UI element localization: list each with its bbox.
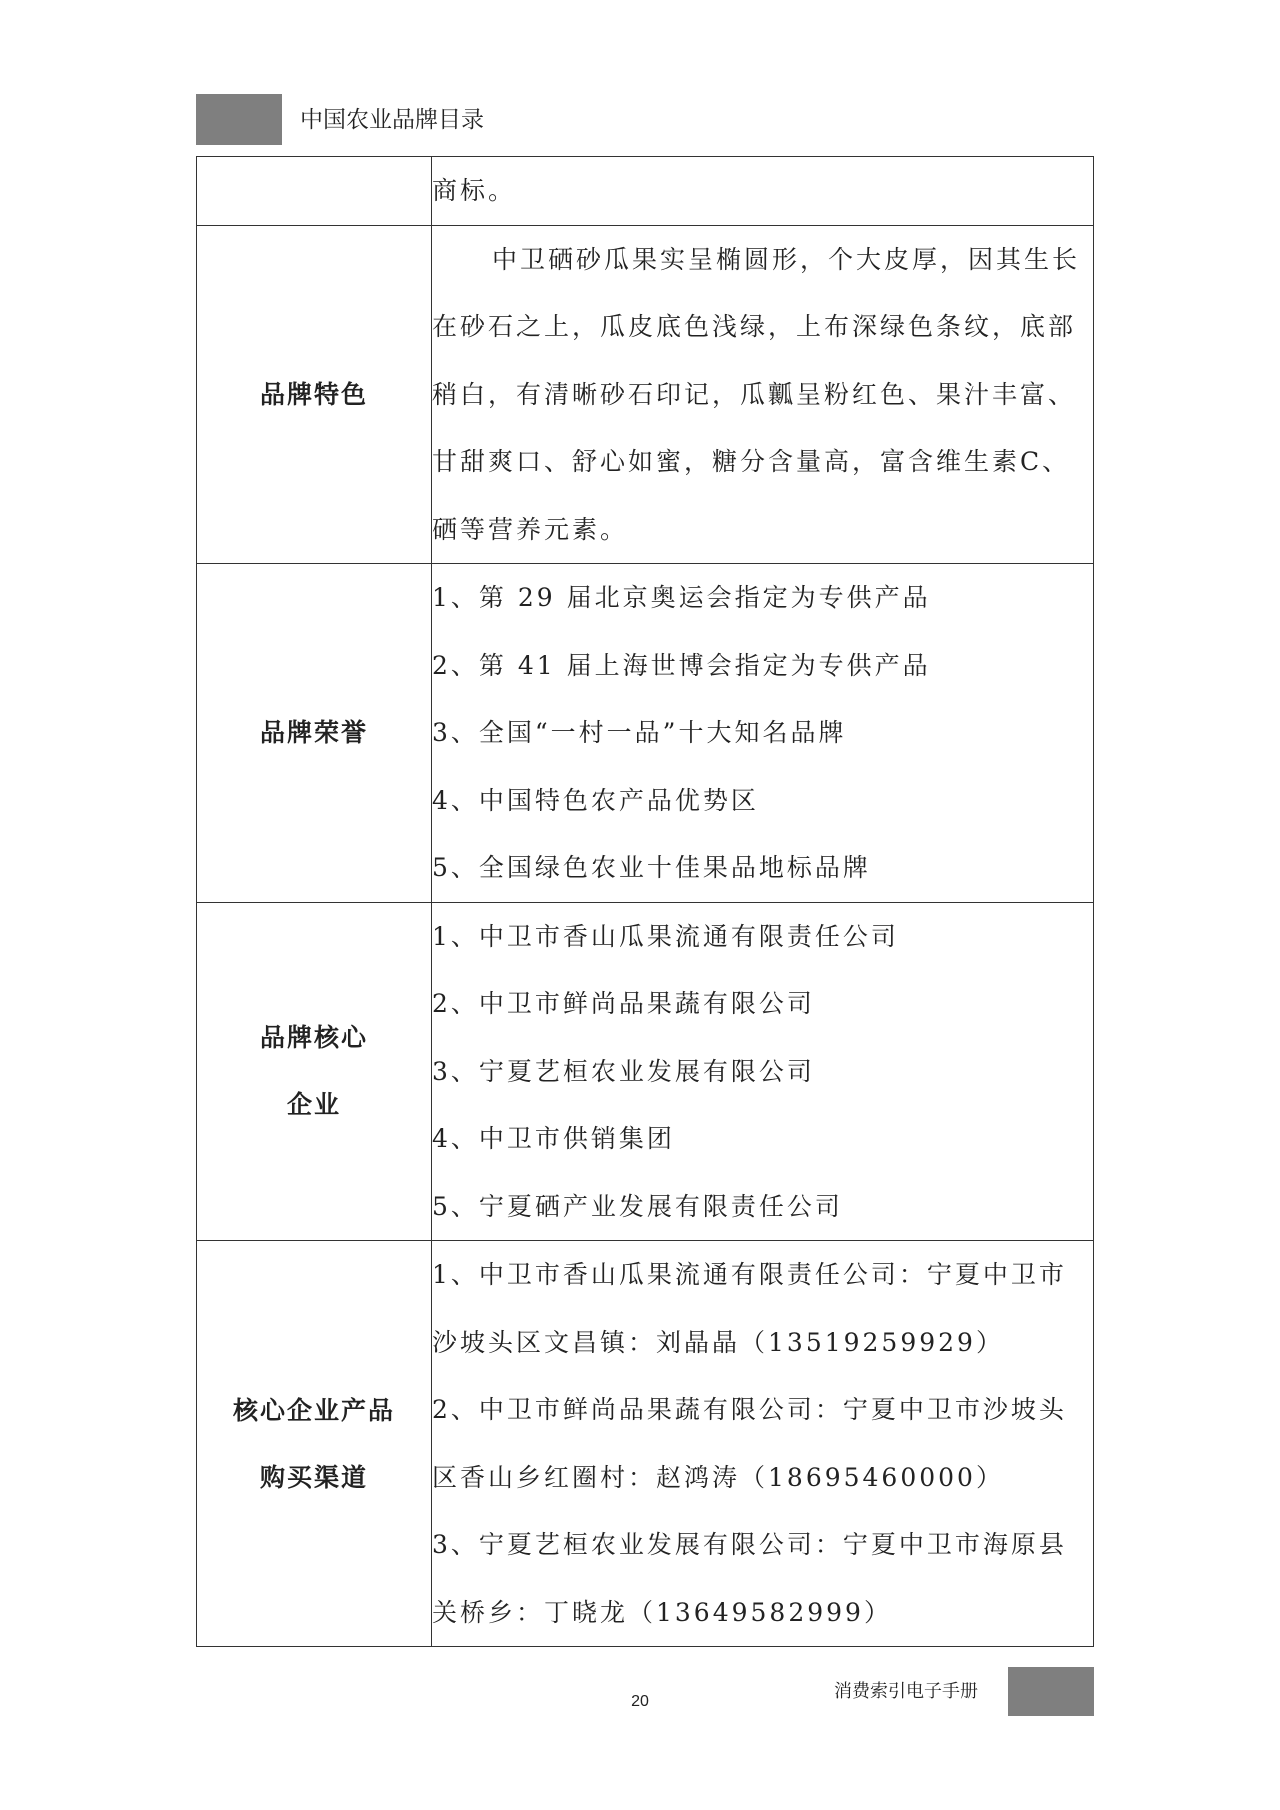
list-item: 2、第 41 届上海世博会指定为专供产品 [432, 650, 931, 680]
list-item: 1、第 29 届北京奥运会指定为专供产品 [432, 583, 931, 612]
row-content [432, 564, 1094, 903]
row-label [197, 1241, 432, 1647]
content-paragraph: 中卫硒砂瓜果实呈椭圆形，个大皮厚，因其生长在砂石之上，瓜皮底色浅绿，上布深绿色条纹，底部稍白，有清晰砂石印记，瓜瓤呈粉红色、果汁丰富、甘甜爽口、舒心如蜜，糖分含量高，富含维生素C、硒等营养元素。 [432, 244, 1081, 544]
row-content [432, 902, 1094, 1241]
brand-info-table [196, 156, 1094, 1647]
table-row [197, 157, 1094, 226]
row-label [197, 564, 432, 903]
header-decor-block [196, 94, 282, 145]
page-number: 20 [631, 1693, 649, 1710]
content-paragraph: 商标。 [432, 176, 517, 205]
footer-decor-block [1008, 1667, 1094, 1716]
list-item: 3、宁夏艺桓农业发展有限公司 [432, 1056, 815, 1086]
row-content [432, 157, 1094, 226]
table-row [197, 225, 1094, 564]
row-label-line: 企业 [286, 1090, 341, 1120]
list-item: 4、中国特色农产品优势区 [432, 785, 759, 815]
table-row [197, 902, 1094, 1241]
list-item: 2、中卫市鲜尚品果蔬有限公司 [432, 989, 815, 1018]
row-content [432, 1241, 1094, 1647]
list-item: 4、中卫市供销集团 [432, 1124, 675, 1153]
row-label [197, 157, 432, 226]
row-label-line: 品牌荣誉 [259, 718, 368, 748]
list-item: 5、全国绿色农业十佳果品地标品牌 [432, 853, 871, 882]
list-item: 1、中卫市香山瓜果流通有限责任公司 [432, 921, 899, 951]
row-content [432, 225, 1094, 564]
row-label [197, 902, 432, 1241]
header-title: 中国农业品牌目录 [300, 107, 484, 133]
row-label-line: 核心企业产品 [232, 1395, 395, 1425]
row-label [197, 225, 432, 564]
row-label-line: 品牌核心 [259, 1023, 368, 1053]
row-label-line: 品牌特色 [259, 379, 368, 409]
list-item: 3、全国“一村一品”十大知名品牌 [432, 718, 847, 747]
table-row [197, 1241, 1094, 1647]
content-paragraph: 3、宁夏艺桓农业发展有限公司：宁夏中卫市海原县关桥乡：丁晓龙（13649582999） [432, 1530, 1067, 1627]
footer-title: 消费索引电子手册 [834, 1681, 978, 1702]
content-paragraph: 2、中卫市鲜尚品果蔬有限公司：宁夏中卫市沙坡头区香山乡红圈村：赵鸿涛（18695460000） [432, 1395, 1067, 1492]
list-item: 5、宁夏硒产业发展有限责任公司 [432, 1191, 843, 1221]
table-row [197, 564, 1094, 903]
row-label-line: 购买渠道 [259, 1462, 368, 1492]
content-paragraph: 1、中卫市香山瓜果流通有限责任公司：宁夏中卫市沙坡头区文昌镇：刘晶晶（13519259929） [432, 1260, 1067, 1357]
